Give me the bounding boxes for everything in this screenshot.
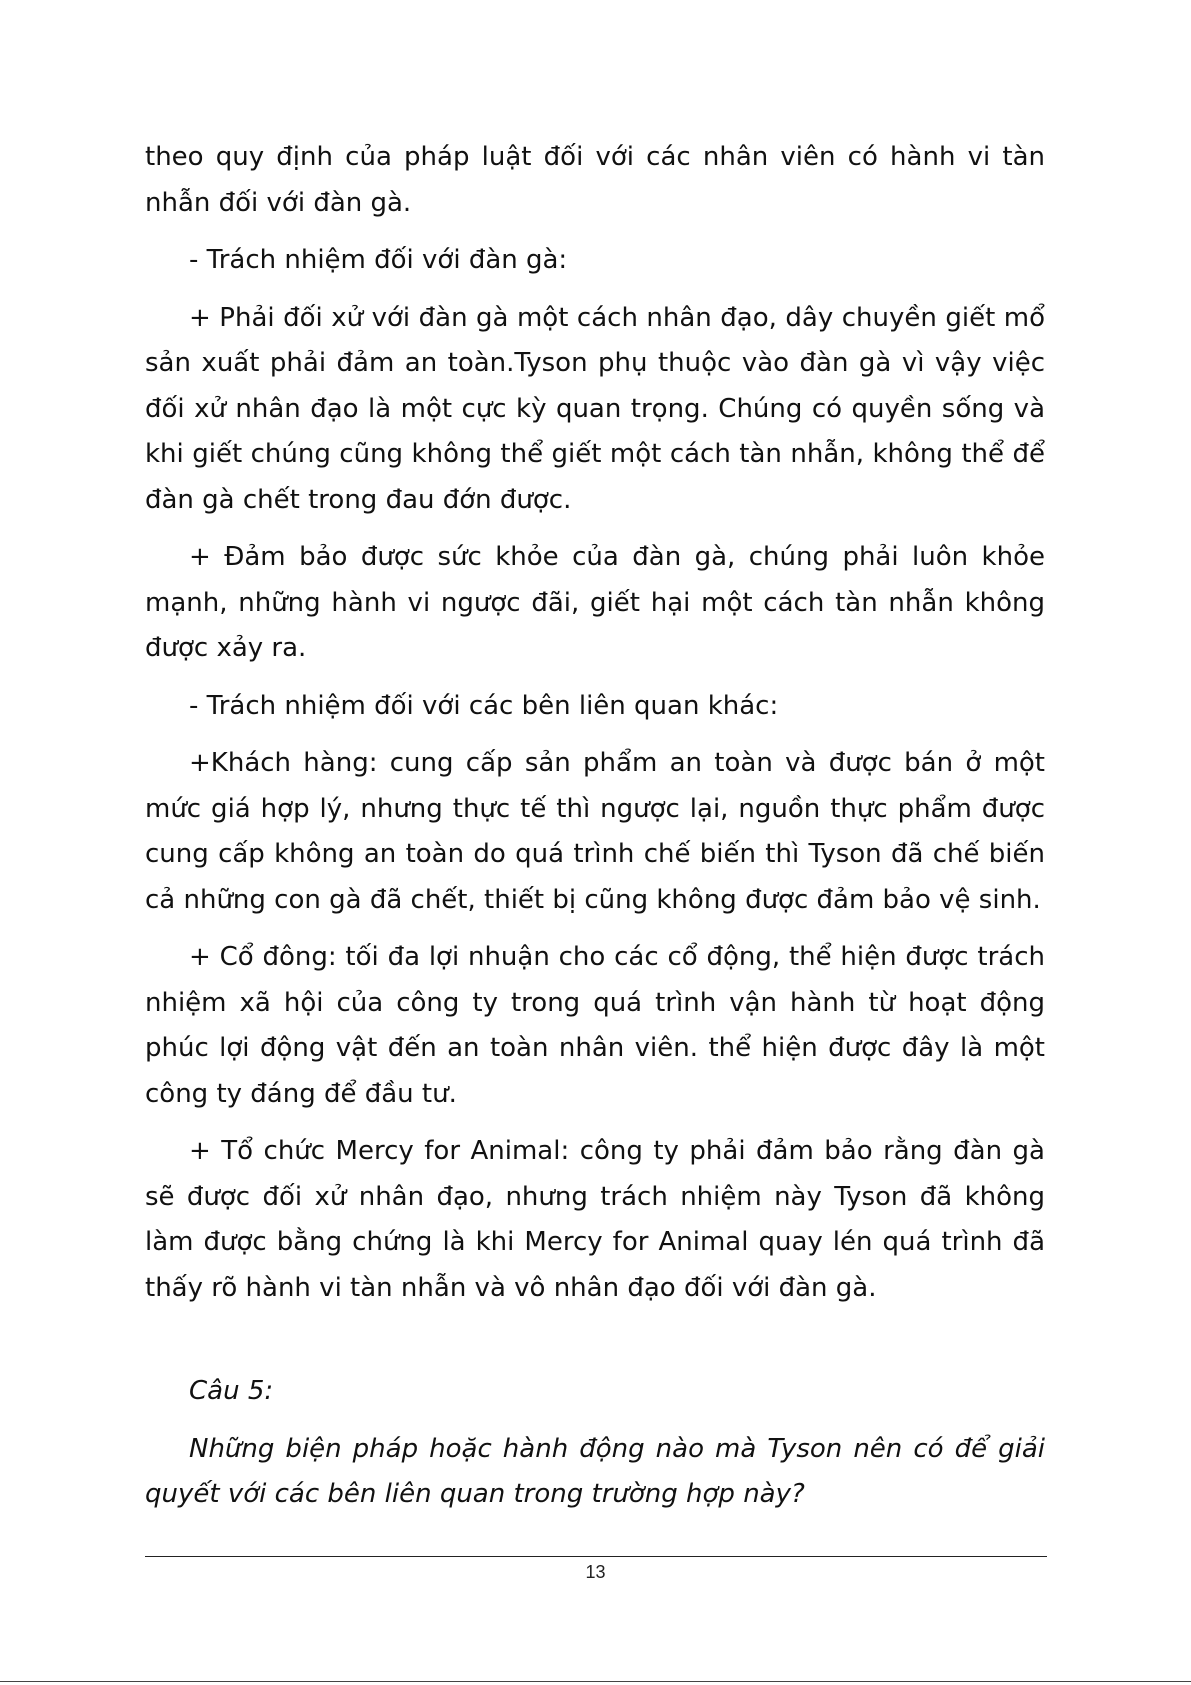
paragraph-chicken-health: + Đảm bảo được sức khỏe của đàn gà, chúng phải luôn khỏe mạnh, những hành vi ngược đãi, giết hại một cách tàn nhẫn không được xảy ra. [145, 542, 1045, 663]
page-bottom-edge [0, 1681, 1191, 1682]
paragraph-continuation: theo quy định của pháp luật đối với các nhân viên có hành vi tàn nhẫn đối với đàn gà. [145, 142, 1045, 218]
page-body [145, 135, 1045, 1518]
paragraph-humane-treatment: + Phải đối xử với đàn gà một cách nhân đạo, dây chuyền giết mổ sản xuất phải đảm an toàn.Tyson phụ thuộc vào đàn gà vì vậy việc đối xử nhân đạo là một cực kỳ quan trọng. Chúng có quyền sống và khi giết chúng cũng không thể giết một cách tàn nhẫn, không thể để đàn gà chết trong đau đớn được. [145, 302, 1045, 515]
question-label: Câu 5: [189, 1376, 274, 1406]
paragraph-customers: +Khách hàng: cung cấp sản phẩm an toàn và được bán ở một mức giá hợp lý, nhưng thực tế thì ngược lại, nguồn thực phẩm được cung cấp không an toàn do quá trình chế biến thì Tyson đã chế biến cả những con gà đã chết, thiết bị cũng không được đảm bảo vệ sinh. [145, 748, 1045, 915]
heading-responsibility-stakeholders: - Trách nhiệm đối với các bên liên quan khác: [189, 690, 779, 721]
paragraph-mercy-for-animals: + Tổ chức Mercy for Animal: công ty phải đảm bảo rằng đàn gà sẽ được đối xử nhân đạo, nhưng trách nhiệm này Tyson đã không làm được bằng chứng là khi Mercy for Animal quay lén quá trình đã thấy rõ hành vi tàn nhẫn và vô nhân đạo đối với đàn gà. [145, 1136, 1045, 1303]
footer-divider [145, 1556, 1047, 1557]
paragraph-shareholders: + Cổ đông: tối đa lợi nhuận cho các cổ động, thể hiện được trách nhiệm xã hội của công ty trong quá trình vận hành từ hoạt động phúc lợi động vật đến an toàn nhân viên. thể hiện được đây là một công ty đáng để đầu tư. [145, 942, 1045, 1109]
heading-responsibility-chickens: - Trách nhiệm đối với đàn gà: [189, 245, 568, 275]
page-number: 13 [585, 1562, 606, 1582]
question-text: Những biện pháp hoặc hành động nào mà Tyson nên có để giải quyết với các bên liên quan trong trường hợp này? [145, 1433, 1045, 1509]
